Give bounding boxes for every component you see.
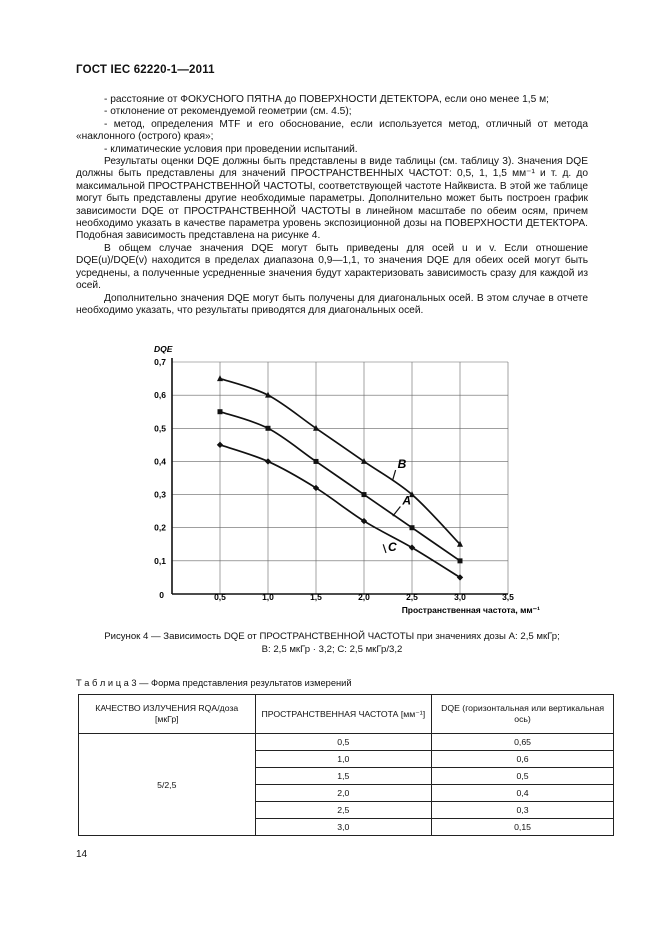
header-radiation-quality: КАЧЕСТВО ИЗЛУЧЕНИЯ RQA/доза [мкГр] bbox=[79, 695, 256, 734]
paragraph: - отклонение от рекомендуемой геометрии (см. 4.5); bbox=[104, 106, 352, 118]
page-number: 14 bbox=[76, 849, 88, 860]
y-tick-label: 0,1 bbox=[154, 555, 166, 566]
x-tick-label: 1,5 bbox=[310, 592, 322, 602]
y-tick-label: 0,4 bbox=[154, 456, 166, 467]
y-axis-label: DQE bbox=[154, 344, 173, 354]
point-B bbox=[217, 375, 223, 381]
x-tick-label: 2,5 bbox=[406, 592, 418, 602]
dqe-cell: 0,65 bbox=[432, 734, 614, 751]
series-label-B: B bbox=[397, 457, 407, 472]
group-cell: 5/2,5 bbox=[79, 734, 256, 836]
table-header-row bbox=[79, 695, 614, 734]
x-tick-label: 0,5 bbox=[214, 592, 226, 602]
dqe-cell: 0,15 bbox=[432, 819, 614, 836]
paragraph: - климатические условия при проведении испытаний. bbox=[104, 143, 358, 155]
series-leader-A bbox=[393, 507, 401, 517]
frequency-cell: 3,0 bbox=[255, 819, 432, 836]
paragraph: - метод, определения MTF и его обоснование, если используется метод, отличный от метода «наклонного (острого) края»; bbox=[76, 118, 588, 143]
frequency-cell: 2,0 bbox=[255, 785, 432, 802]
dqe-cell: 0,3 bbox=[432, 802, 614, 819]
document-header: ГОСТ IEC 62220-1—2011 bbox=[76, 64, 215, 76]
y-tick-label: 0,5 bbox=[154, 423, 166, 434]
x-tick-label: 3,5 bbox=[502, 592, 514, 602]
paragraph: Дополнительно значения DQE могут быть получены для диагональных осей. В этом случае в отчете необходимо указать, что результаты приводятся для диагональных осей. bbox=[76, 292, 588, 316]
header-spatial-frequency: ПРОСТРАНСТВЕННАЯ ЧАСТОТА [мм⁻¹] bbox=[255, 695, 432, 734]
point-C bbox=[217, 442, 223, 448]
table-row bbox=[79, 734, 614, 751]
point-A bbox=[314, 459, 319, 464]
header-dqe: DQE (горизонтальная или вертикальная ось) bbox=[432, 695, 614, 734]
paragraph: В общем случае значения DQE могут быть приведены для осей u и v. Если отношение DQE(u)/DQE(v) находится в пределах диапазона 0,9—1,1, то значения DQE для обеих осей могут быть усреднены, а полученные усредненные значения будут характеризовать зависимость сразу для каждой из осей. bbox=[76, 242, 588, 292]
y-tick-label: 0,6 bbox=[154, 390, 166, 401]
x-tick-label: 2,0 bbox=[358, 592, 370, 602]
frequency-cell: 0,5 bbox=[255, 734, 432, 751]
body-text bbox=[76, 94, 588, 317]
series-label-A: A bbox=[402, 493, 412, 508]
origin-label: 0 bbox=[159, 590, 164, 600]
paragraph: Результаты оценки DQE должны быть представлены в виде таблицы (см. таблицу 3). Значения DQE должны быть представлены для значений ПРОСТРАНСТВЕННЫХ ЧАСТОТ: 0,5, 1, 1,5 мм⁻¹ и т. д. до максимальной ПРОСТРАНСТВЕННОЙ ЧАСТОТЫ, соответствующей частоте Найквиста. В этой же таблице могут быть представлены другие необходимые параметры. Дополнительно может быть построен график зависимости DQE от ПРОСТРАНСТВЕННОЙ ЧАСТОТЫ в линейном масштабе по обеим осям, причем необходимо указать в качестве параметра уровень экспозиционной дозы на ПОВЕРХНОСТИ ДЕТЕКТОРА. Подобная зависимость представлена на рисунке 4. bbox=[76, 156, 588, 242]
caption-line-2: B: 2,5 мкГр · 3,2; C: 2,5 мкГр/3,2 bbox=[261, 643, 403, 655]
point-C bbox=[265, 458, 271, 464]
x-tick-label: 1,0 bbox=[262, 592, 274, 602]
series-leader-B bbox=[393, 470, 396, 480]
frequency-cell: 1,0 bbox=[255, 751, 432, 768]
caption-line-1: Рисунок 4 — Зависимость DQE от ПРОСТРАНСТВЕННОЙ ЧАСТОТЫ при значениях дозы A: 2,5 мкГр; bbox=[104, 631, 560, 642]
point-A bbox=[458, 558, 463, 563]
point-A bbox=[410, 525, 415, 530]
point-A bbox=[218, 409, 223, 414]
table-title: Т а б л и ц а 3 — Форма представления результатов измерений bbox=[76, 678, 352, 688]
y-tick-label: 0,7 bbox=[154, 357, 166, 367]
series-leader-C bbox=[383, 544, 386, 553]
point-A bbox=[266, 426, 271, 431]
results-table bbox=[78, 694, 614, 836]
series-label-C: C bbox=[388, 539, 397, 554]
frequency-cell: 2,5 bbox=[255, 802, 432, 819]
y-tick-label: 0,3 bbox=[154, 489, 166, 500]
dqe-cell: 0,5 bbox=[432, 768, 614, 785]
dqe-chart bbox=[140, 338, 560, 628]
point-A bbox=[362, 492, 367, 497]
figure-caption bbox=[76, 631, 588, 656]
frequency-cell: 1,5 bbox=[255, 768, 432, 785]
paragraph: - расстояние от ФОКУСНОГО ПЯТНА до ПОВЕРХНОСТИ ДЕТЕКТОРА, если оно менее 1,5 м; bbox=[104, 94, 549, 105]
series-line-A bbox=[220, 412, 460, 561]
y-tick-label: 0,2 bbox=[154, 522, 166, 533]
x-axis-label: Пространственная частота, мм⁻¹ bbox=[401, 605, 540, 615]
series-line-C bbox=[220, 445, 460, 578]
x-tick-label: 3,0 bbox=[454, 592, 466, 602]
dqe-cell: 0,4 bbox=[432, 785, 614, 802]
dqe-cell: 0,6 bbox=[432, 751, 614, 768]
